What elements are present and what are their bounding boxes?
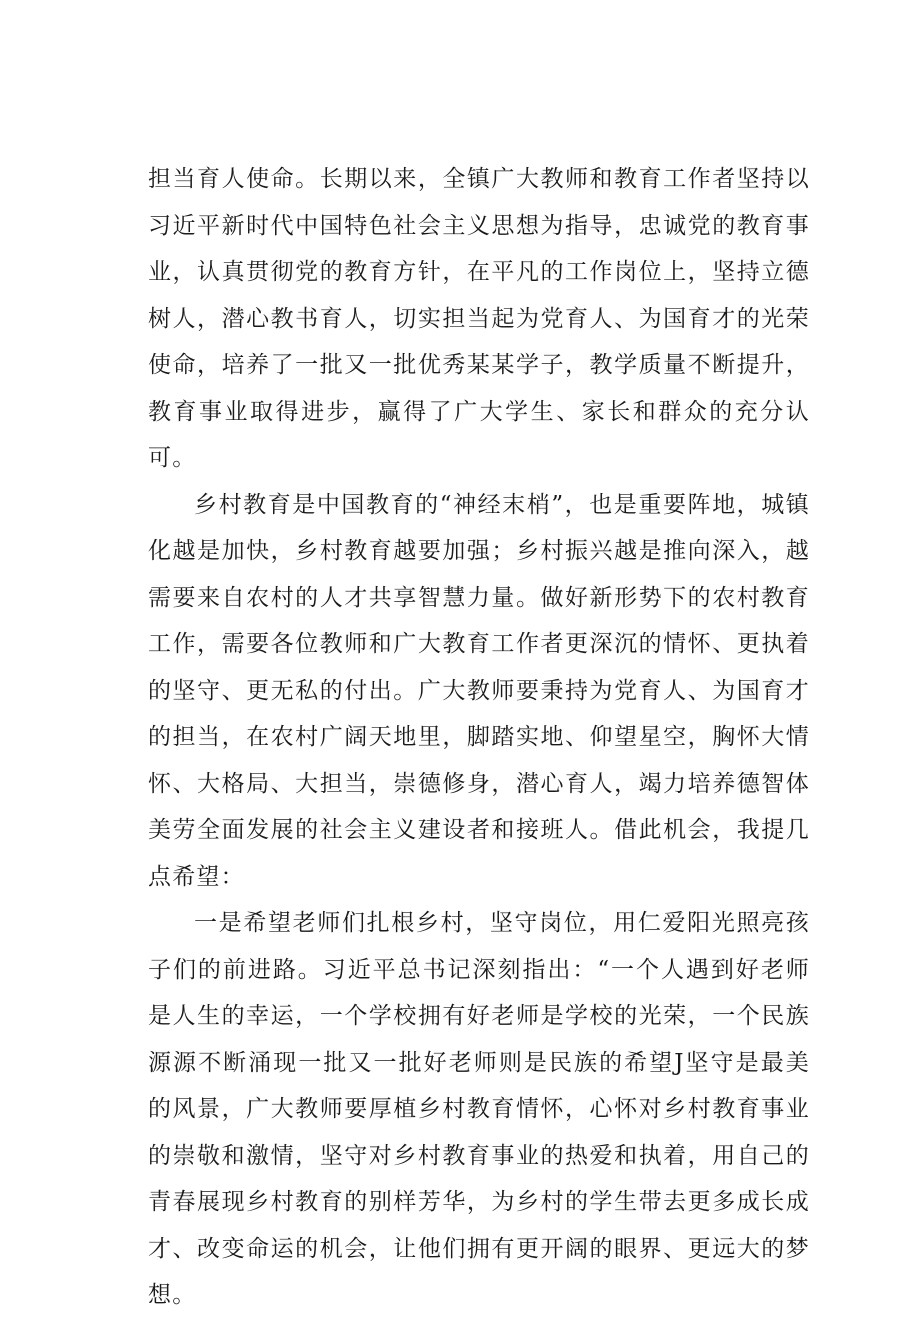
paragraph-1: 担当育人使命。长期以来，全镇广大教师和教育工作者坚持以习近平新时代中国特色社会主义思想为指导，忠诚党的教育事业，认真贯彻党的教育方针，在平凡的工作岗位上，坚持立德树人，潜心教书育人，切实担当起为党育人、为国育才的光荣使命，培养了一批又一批优秀某某学子，教学质量不断提升，教育事业取得进步，赢得了广大学生、家长和群众的充分认可。 (148, 166, 810, 471)
paragraph-2: 乡村教育是中国教育的“神经末梢”，也是重要阵地，城镇化越是加快，乡村教育越要加强；乡村振兴越是推向深入，越需要来自农村的人才共享智慧力量。做好新形势下的农村教育工作，需要各位教师和广大教育工作者更深沉的情怀、更执着的坚守、更无私的付出。广大教师要秉持为党育人、为国育才的担当，在农村广阔天地里，脚踏实地、仰望星空，胸怀大情怀、大格局、大担当，崇德修身，潜心育人，竭力培养德智体美劳全面发展的社会主义建设者和接班人。借此机会，我提几点希望： (148, 491, 810, 890)
paragraph-3: 一是希望老师们扎根乡村，坚守岗位，用仁爱阳光照亮孩子们的前进路。习近平总书记深刻指出：“一个人遇到好老师是人生的幸运，一个学校拥有好老师是学校的光荣，一个民族源源不断涌现一批又一批好老师则是民族的希望J坚守是最美的风景，广大教师要厚植乡村教育情怀，心怀对乡村教育事业的崇敬和激情，坚守对乡村教育事业的热爱和执着，用自己的青春展现乡村教育的别样芳华，为乡村的学生带去更多成长成才、改变命运的机会，让他们拥有更开阔的眼界、更远大的梦想。 (148, 910, 810, 1308)
document-body (148, 156, 810, 1319)
